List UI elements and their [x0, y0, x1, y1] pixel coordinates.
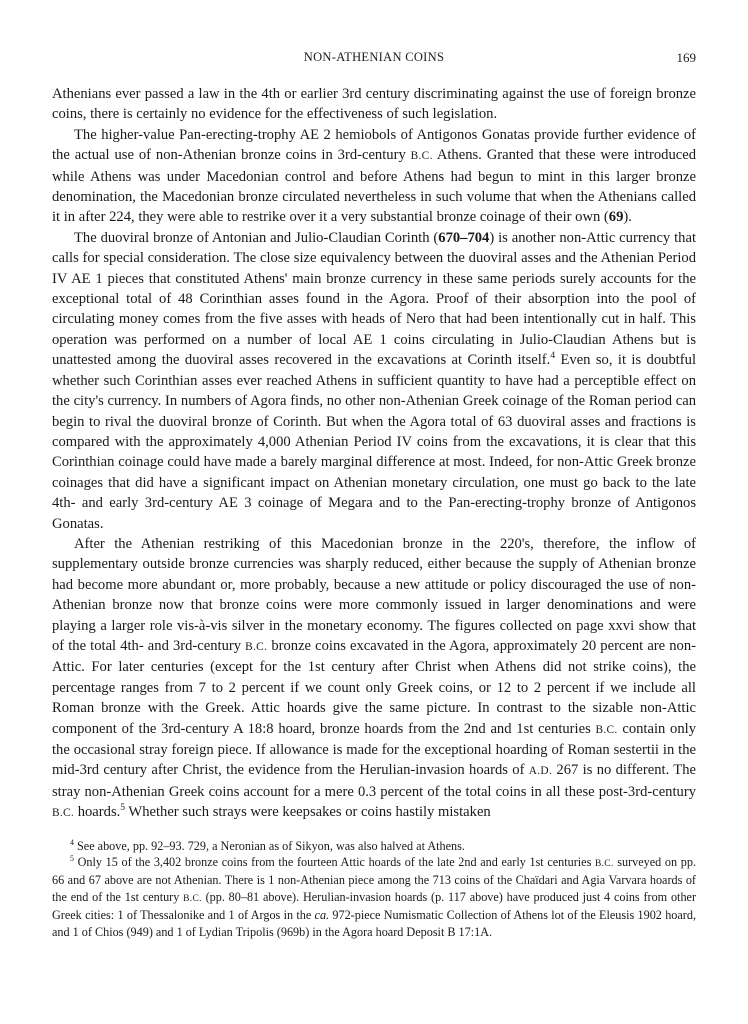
footnote-marker-4: 4 — [550, 351, 556, 362]
footnote-5 — [52, 854, 696, 940]
text-run: bronze coins excavated in the Agora, approximately 20 percent are non-Attic. For later centuries (except for the 1st century after Christ when Athens did not strike coins), the percentage ranges from 7 to 2 percent if we count only Greek coins, or 12 to 2 percent if we include all Roman bronze with the Greek. Attic hoards give the same picture. In contrast to the sizable non-Attic component of the 3rd-century A 18:8 hoard, bronze hoards from the 2nd and 1st centuries — [52, 637, 696, 737]
era-abbreviation: B.C. — [410, 150, 433, 163]
text-run: Athens. Granted that these were introduced while Athens was under Macedonian control and before Athens had begun to mint in this larger bronze denomination, the Macedonian bronze circulated nevertheless in such volume that when the Athenians called it in after 224, they were able to restrike over it a very substantial bronze coinage of their own ( — [52, 147, 696, 226]
paragraph-1 — [52, 84, 696, 125]
text-run: The duoviral bronze of Antonian and Julio-Claudian Corinth ( — [74, 229, 439, 246]
body-text — [52, 84, 696, 824]
paragraph-2 — [52, 125, 696, 228]
footnote-text: surveyed on pp. 66 and 67 above are not Athenian. There is 1 non-Athenian piece among the 713 coins of the Chaïdari and Agia Varvara hoards of the end of the 1st century — [52, 855, 696, 904]
footnotes — [52, 838, 696, 940]
era-abbreviation: B.C. — [595, 723, 618, 736]
footnote-number: 4 — [70, 837, 74, 847]
footnote-text: See above, pp. 92–93. 729, a Neronian as of Sikyon, was also halved at Athens. — [73, 838, 465, 853]
footnote-number: 5 — [70, 853, 74, 863]
paragraph-4 — [52, 534, 696, 824]
text-run: hoards. — [74, 804, 121, 821]
text-run: 267 is no different. The stray non-Athenian Greek coins account for a mere 0.3 percent of the total coins in all these post-3rd-century — [52, 762, 696, 800]
text-run: contain only the occasional stray foreign piece. If allowance is made for the exceptional hoarding of Roman sestertii in the mid-3rd century after Christ, the evidence from the Herulian-invasion hoards of — [52, 720, 696, 779]
text-run: Whether such strays were keepsakes or coins hastily mistaken — [125, 804, 491, 821]
footnote-text: (pp. 80–81 above). Herulian-invasion hoards (p. 117 above) have produced just 4 coins from other Greek cities: 1 of Thessalonike and 1 of Argos in the — [52, 889, 697, 923]
page-number: 169 — [676, 50, 696, 65]
text-run: After the Athenian restriking of this Macedonian bronze in the 220's, therefore, the inflow of supplementary outside bronze currencies was sharply reduced, either because the supply of Athenian bronze had become more abundant or, more probably, because a new attitude or policy discouraged the use of non-Athenian bronze now that bronze coins were more commonly issued in larger denominations and were playing a larger role vis-à-vis silver in the monetary economy. The figures collected on page xxvi show that of the total 4th- and 3rd-century — [52, 535, 696, 654]
catalogue-reference: 69 — [608, 209, 624, 226]
text-run: ) is another non-Attic currency that calls for special consideration. The close size equivalency between the duoviral asses and the Athenian Period IV AE 1 pieces that constituted Athens' main bronze currency in these same periods surely accounts for the exceptional total of 48 Corinthian asses found in the Agora. Proof of their absorption into the pool of circulating money comes from the five asses with heads of Nero that had been intentionally cut in half. This operation was performed on a number of local AE 1 coins circulating in Julio-Claudian Athens but is unattested among the duoviral asses recovered in the excavations at Corinth itself. — [52, 229, 696, 369]
running-title: NON-ATHENIAN COINS — [303, 50, 445, 64]
era-abbreviation: B.C. — [595, 859, 614, 870]
text-run: Even so, it is doubtful whether such Corinthian asses ever reached Athens in sufficient quantity to have had a perceptible effect on the city's currency. In numbers of Agora finds, no other non-Athenian Greek coinage of the Roman period can begin to rival the duoviral bronze of Corinth. But when the Agora total of 63 duoviral asses and fractions is compared with the approximately 4,000 Athenian Period IV coins from the excavations, it is clear that this Corinthian coinage could have made a barely marginal difference at most. Indeed, for non-Attic Greek bronze coinages that did have a significant impact on Athenian monetary circulation, one must go back to the late 4th- and early 3rd-century AE 3 coinage of Megara and to the Pan-erecting-trophy bronze of Antigonos Gonatas. — [52, 352, 697, 532]
catalogue-reference: 670–704 — [438, 229, 490, 246]
era-abbreviation: B.C. — [52, 807, 75, 820]
footnote-text: Only 15 of the 3,402 bronze coins from the fourteen Attic hoards of the late 2nd and early 1st centuries — [73, 855, 595, 870]
text-run: Athenians ever passed a law in the 4th or earlier 3rd century discriminating against the use of foreign bronze coins, there is certainly no evidence for the effectiveness of such legislation. — [52, 86, 696, 123]
paragraph-3 — [52, 228, 696, 534]
footnote-marker-5: 5 — [120, 803, 126, 814]
book-page — [52, 50, 696, 940]
era-abbreviation: B.C. — [245, 640, 268, 653]
text-run: The higher-value Pan-erecting-trophy AE 2 hemiobols of Antigonos Gonatas provide further evidence of the actual use of non-Athenian bronze coins in 3rd-century — [52, 126, 696, 164]
era-abbreviation: B.C. — [183, 893, 202, 904]
footnote-4 — [52, 838, 696, 854]
footnote-text: 972-piece Numismatic Collection of Athens lot of the Eleusis 1902 hoard, and 1 of Chios (949) and 1 of Lydian Tripolis (969b) in the Agora hoard Deposit B 17:1A. — [52, 908, 696, 939]
text-run: ). — [623, 209, 632, 226]
circa-abbreviation: ca. — [314, 908, 330, 923]
running-head — [52, 50, 696, 72]
era-abbreviation: A.D. — [528, 765, 553, 778]
